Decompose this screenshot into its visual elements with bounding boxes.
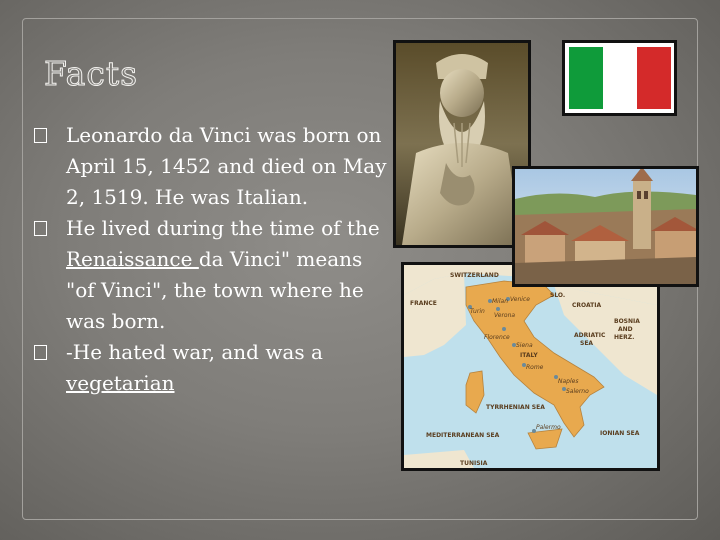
statue-image	[393, 40, 531, 248]
map-city-florence: Florence	[484, 334, 510, 341]
map-city-milan: Milan	[492, 298, 508, 305]
bullet-item	[34, 213, 394, 337]
slide-title: Facts	[44, 54, 139, 93]
map-city-turin: Turin	[470, 308, 485, 315]
map-city-venice: Venice	[510, 296, 530, 303]
bullet-text: -He hated war, and was a	[66, 340, 323, 364]
map-label-croatia: CROATIA	[572, 302, 602, 309]
map-label-adriatic-sea: SEA	[580, 340, 594, 347]
map-label-switzerland: SWITZERLAND	[450, 272, 499, 279]
italian-flag-icon	[565, 43, 674, 113]
map-label-herz: HERZ.	[614, 334, 635, 341]
map-label-france: FRANCE	[410, 300, 437, 307]
map-label-italy: ITALY	[520, 352, 538, 359]
bullet-text: Leonardo da Vinci was born on April 15, 1452 and died on May 2, 1519. He was Italian.	[66, 123, 387, 209]
map-label-tyrrhenian: TYRRHENIAN SEA	[486, 404, 545, 411]
italy-map-image	[401, 262, 660, 471]
map-city-siena: Siena	[516, 342, 533, 349]
map-city-naples: Naples	[558, 378, 579, 385]
vegetarian-link[interactable]: vegetarian	[66, 371, 175, 395]
bullet-item	[34, 337, 394, 399]
bullet-list	[34, 120, 394, 399]
map-label-mediterranean: MEDITERRANEAN SEA	[426, 432, 500, 439]
map-label-slo: SLO.	[550, 292, 566, 299]
renaissance-link[interactable]: Renaissance	[66, 247, 199, 271]
map-label-adriatic: ADRIATIC	[574, 332, 606, 339]
bullet-text: da Vinci" means "of Vinci", the town where he was born.	[66, 247, 364, 333]
italian-flag-image	[562, 40, 677, 116]
statue-icon	[396, 43, 528, 245]
bullet-glyph-icon	[34, 221, 47, 236]
map-label-bosnia: BOSNIA	[614, 318, 640, 325]
map-label-tunisia: TUNISIA	[460, 460, 488, 467]
map-label-ionian: IONIAN SEA	[600, 430, 640, 437]
map-city-rome: Rome	[526, 364, 544, 371]
bullet-glyph-icon	[34, 128, 47, 143]
italy-map-icon	[404, 265, 657, 468]
town-photo-image	[512, 166, 699, 287]
map-city-verona: Verona	[494, 312, 516, 319]
bullet-text: He lived during the time of the	[66, 216, 380, 240]
town-photo-icon	[515, 169, 696, 284]
map-city-salerno: Salerno	[566, 388, 589, 395]
map-city-palermo: Palermo	[536, 424, 561, 431]
bullet-glyph-icon	[34, 345, 47, 360]
bullet-item	[34, 120, 394, 213]
map-label-and: AND	[618, 326, 633, 333]
